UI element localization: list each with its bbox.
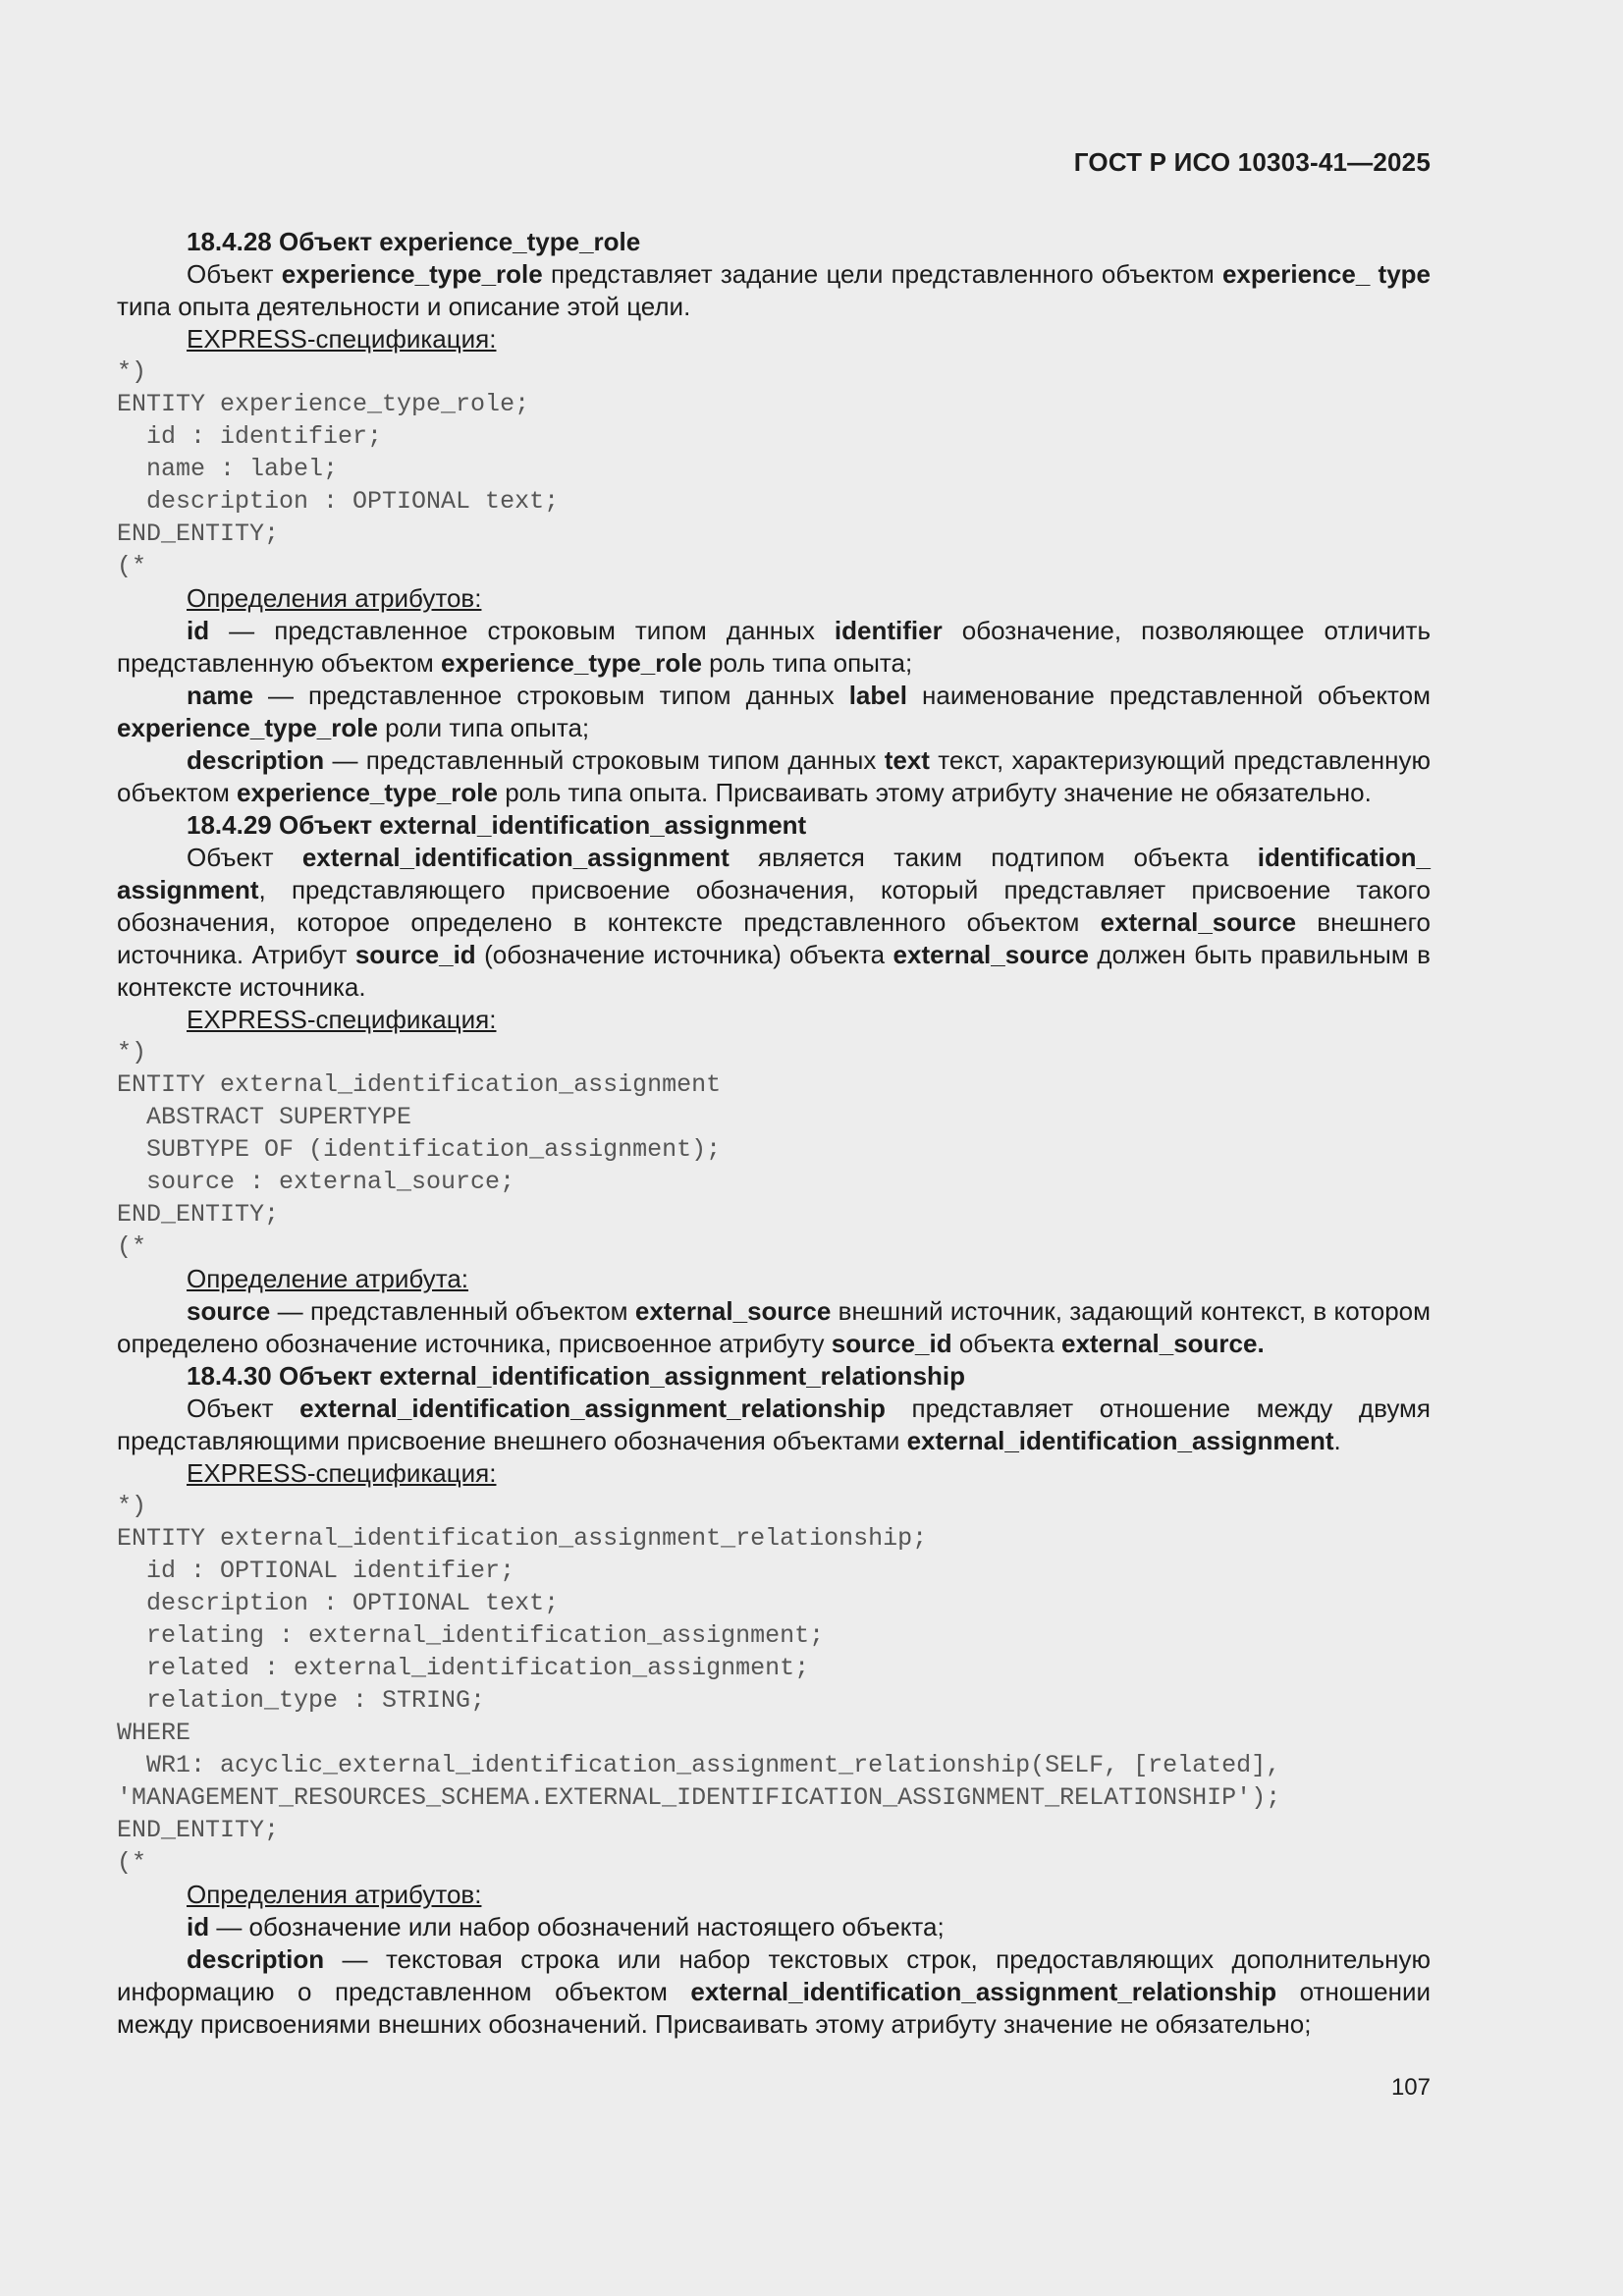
express-code-block: *) ENTITY experience_type_role; id : identifier; name : label; description : OPTIONAL text; END_ENTITY; (*	[117, 357, 560, 580]
express-spec-label: EXPRESS-спецификация:	[187, 324, 497, 354]
page-body	[117, 226, 1431, 2041]
page-number: 107	[1390, 2074, 1431, 2101]
express-spec-label: EXPRESS-спецификация:	[187, 1458, 497, 1488]
section-heading-18-4-30: 18.4.30 Объект external_identification_assignment_relationship	[187, 1361, 966, 1391]
express-code-block: *) ENTITY external_identification_assignment ABSTRACT SUPERTYPE SUBTYPE OF (identification_assignment); source : external_source; END_ENTITY; (*	[117, 1038, 722, 1261]
attribute-definition-source: source — представленный объектом external_source внешний источник, задающий контекст, в котором определено обозначение источника, присвоенное атрибуту source_id объекта external_source.	[117, 1296, 1431, 1358]
attribute-definition-description: description — текстовая строка или набор текстовых строк, предоставляющих дополнительную информацию о представленном объектом external_identification_assignment_relationship отношении между присвоениями внешних обозначений. Присваивать этому атрибуту значение не обязательно;	[117, 1944, 1432, 2039]
express-spec-label: EXPRESS-спецификация:	[187, 1005, 497, 1034]
section-intro-paragraph: Объект external_identification_assignment_relationship представляет отношение между двумя представляющими присвоение внешнего обозначения объектами external_identification_assignment.	[117, 1394, 1431, 1455]
section-intro-paragraph: Объект external_identification_assignment является таким подтипом объекта identification_ assignment, представляющего присвоение обозначения, который представляет присвоение такого обозначения, которое определено в контексте представленного объектом external_source внешнего источника. Атрибут source_id (обозначение источника) объекта external_source должен быть правильным в контексте источника.	[117, 843, 1432, 1002]
document-code-header: ГОСТ Р ИСО 10303-41—2025	[1073, 147, 1431, 177]
section-heading-18-4-29: 18.4.29 Объект external_identification_assignment	[187, 810, 807, 840]
attribute-definitions-label: Определение атрибута:	[187, 1264, 469, 1293]
attribute-definition-id: id — представленное строковым типом данных identifier обозначение, позволяющее отличить представленную объектом experience_type_role роль типа опыта;	[117, 616, 1431, 678]
attribute-definitions-label: Определения атрибутов:	[187, 1880, 482, 1909]
attribute-definition-id: id — обозначение или набор обозначений настоящего объекта;	[187, 1912, 945, 1941]
section-intro-paragraph: Объект experience_type_role представляет задание цели представленного объектом experience_ type типа опыта деятельности и описание этой цели.	[117, 259, 1431, 321]
attribute-definition-name: name — представленное строковым типом данных label наименование представленной объектом experience_type_role роли типа опыта;	[117, 681, 1431, 742]
express-code-block: *) ENTITY external_identification_assignment_relationship; id : OPTIONAL identifier; description : OPTIONAL text; relating : external_identification_assignment; related : external_identification_assignment; relation_type : STRING; WHERE WR1: acyclic_external_identification_assignment_relationship(SELF, [related], 'MANAGEMENT_RESOURCES_SCHEMA.EXTERNAL_IDENTIFICATION_ASSIGNMENT_RELATIONSHIP'); END_ENTITY; (*	[117, 1492, 1281, 1877]
section-heading-18-4-28: 18.4.28 Объект experience_type_role	[187, 227, 641, 256]
attribute-definition-description: description — представленный строковым типом данных text текст, характеризующий представленную объектом experience_type_role роль типа опыта. Присваивать этому атрибуту значение не обязательно.	[117, 745, 1431, 807]
attribute-definitions-label: Определения атрибутов:	[187, 583, 482, 613]
